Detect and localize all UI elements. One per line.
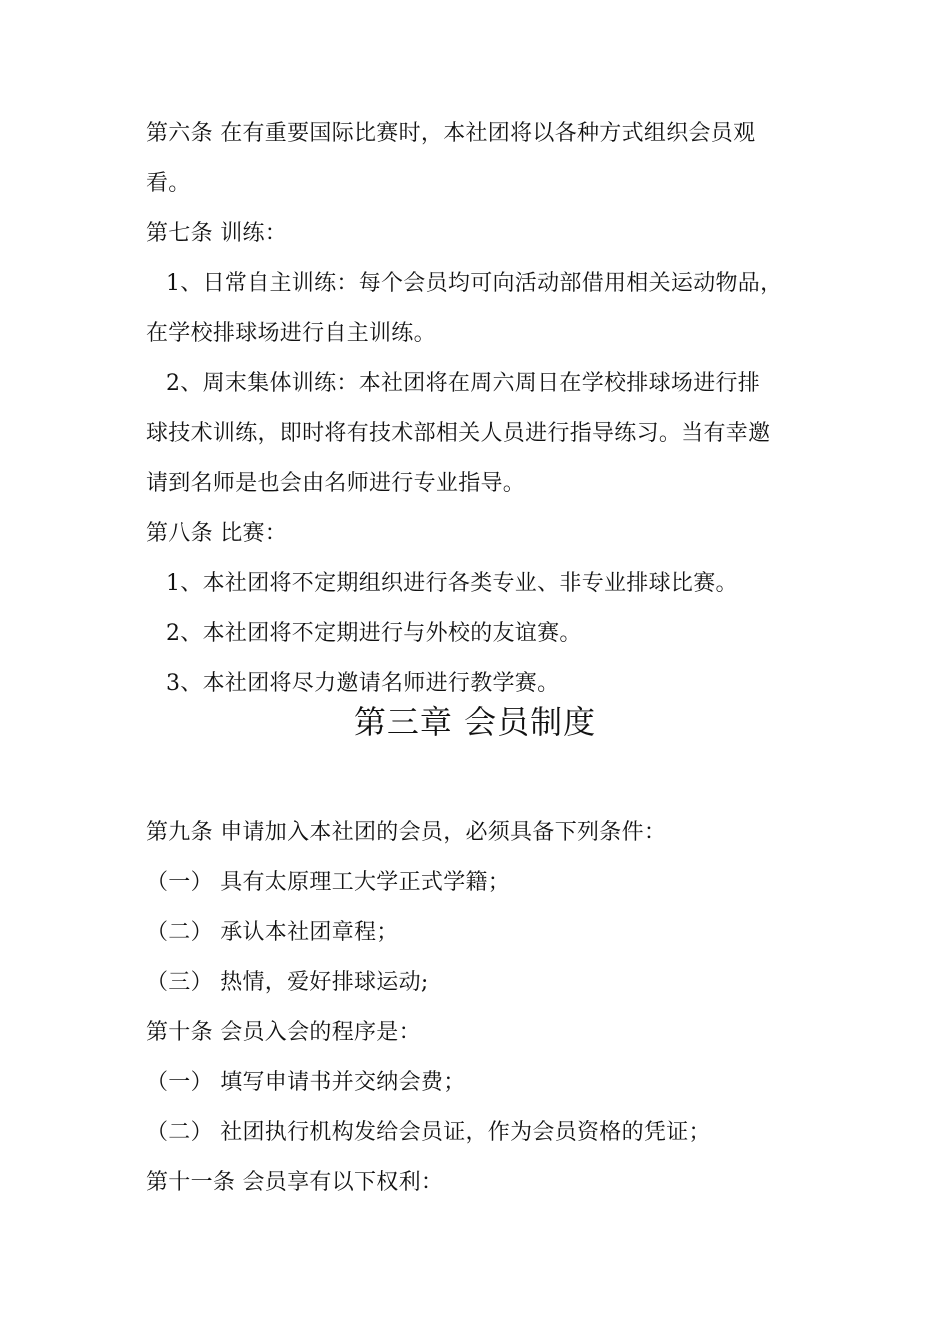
procedure-item-2: （二） 社团执行机构发给会员证，作为会员资格的凭证； [146, 1120, 711, 1145]
article-11-title: 第十一条 会员享有以下权利： [146, 1170, 444, 1195]
article-9-title: 第九条 申请加入本社团的会员，必须具备下列条件： [146, 820, 667, 845]
training-item-2-line-1: 2、周末集体训练：本社团将在周六周日在学校排球场进行排 [166, 371, 761, 396]
article-8-title: 第八条 比赛： [146, 521, 288, 546]
training-item-1-line-1: 1、日常自主训练：每个会员均可向活动部借用相关运动物品， [166, 271, 783, 296]
match-item-2: 2、本社团将不定期进行与外校的友谊赛。 [166, 621, 582, 646]
match-item-3: 3、本社团将尽力邀请名师进行教学赛。 [166, 671, 560, 696]
article-7-title: 第七条 训练： [146, 221, 288, 246]
article-10-title: 第十条 会员入会的程序是： [146, 1020, 421, 1045]
condition-item-2: （二） 承认本社团章程； [146, 920, 399, 945]
condition-item-3: （三） 热情，爱好排球运动; [146, 970, 429, 995]
training-item-2-line-2: 球技术训练，即时将有技术部相关人员进行指导练习。当有幸邀 [146, 421, 771, 446]
article-6-line-1: 第六条 在有重要国际比赛时，本社团将以各种方式组织会员观 [146, 121, 756, 146]
training-item-1-line-2: 在学校排球场进行自主训练。 [146, 321, 436, 346]
training-item-2-line-3: 请到名师是也会由名师进行专业指导。 [146, 471, 526, 496]
condition-item-1: （一） 具有太原理工大学正式学籍； [146, 870, 511, 895]
article-6-line-2: 看。 [146, 171, 191, 196]
chapter-heading: 第三章 会员制度 [353, 703, 597, 741]
match-item-1: 1、本社团将不定期组织进行各类专业、非专业排球比赛。 [166, 571, 738, 596]
procedure-item-1: （一） 填写申请书并交纳会费； [146, 1070, 466, 1095]
